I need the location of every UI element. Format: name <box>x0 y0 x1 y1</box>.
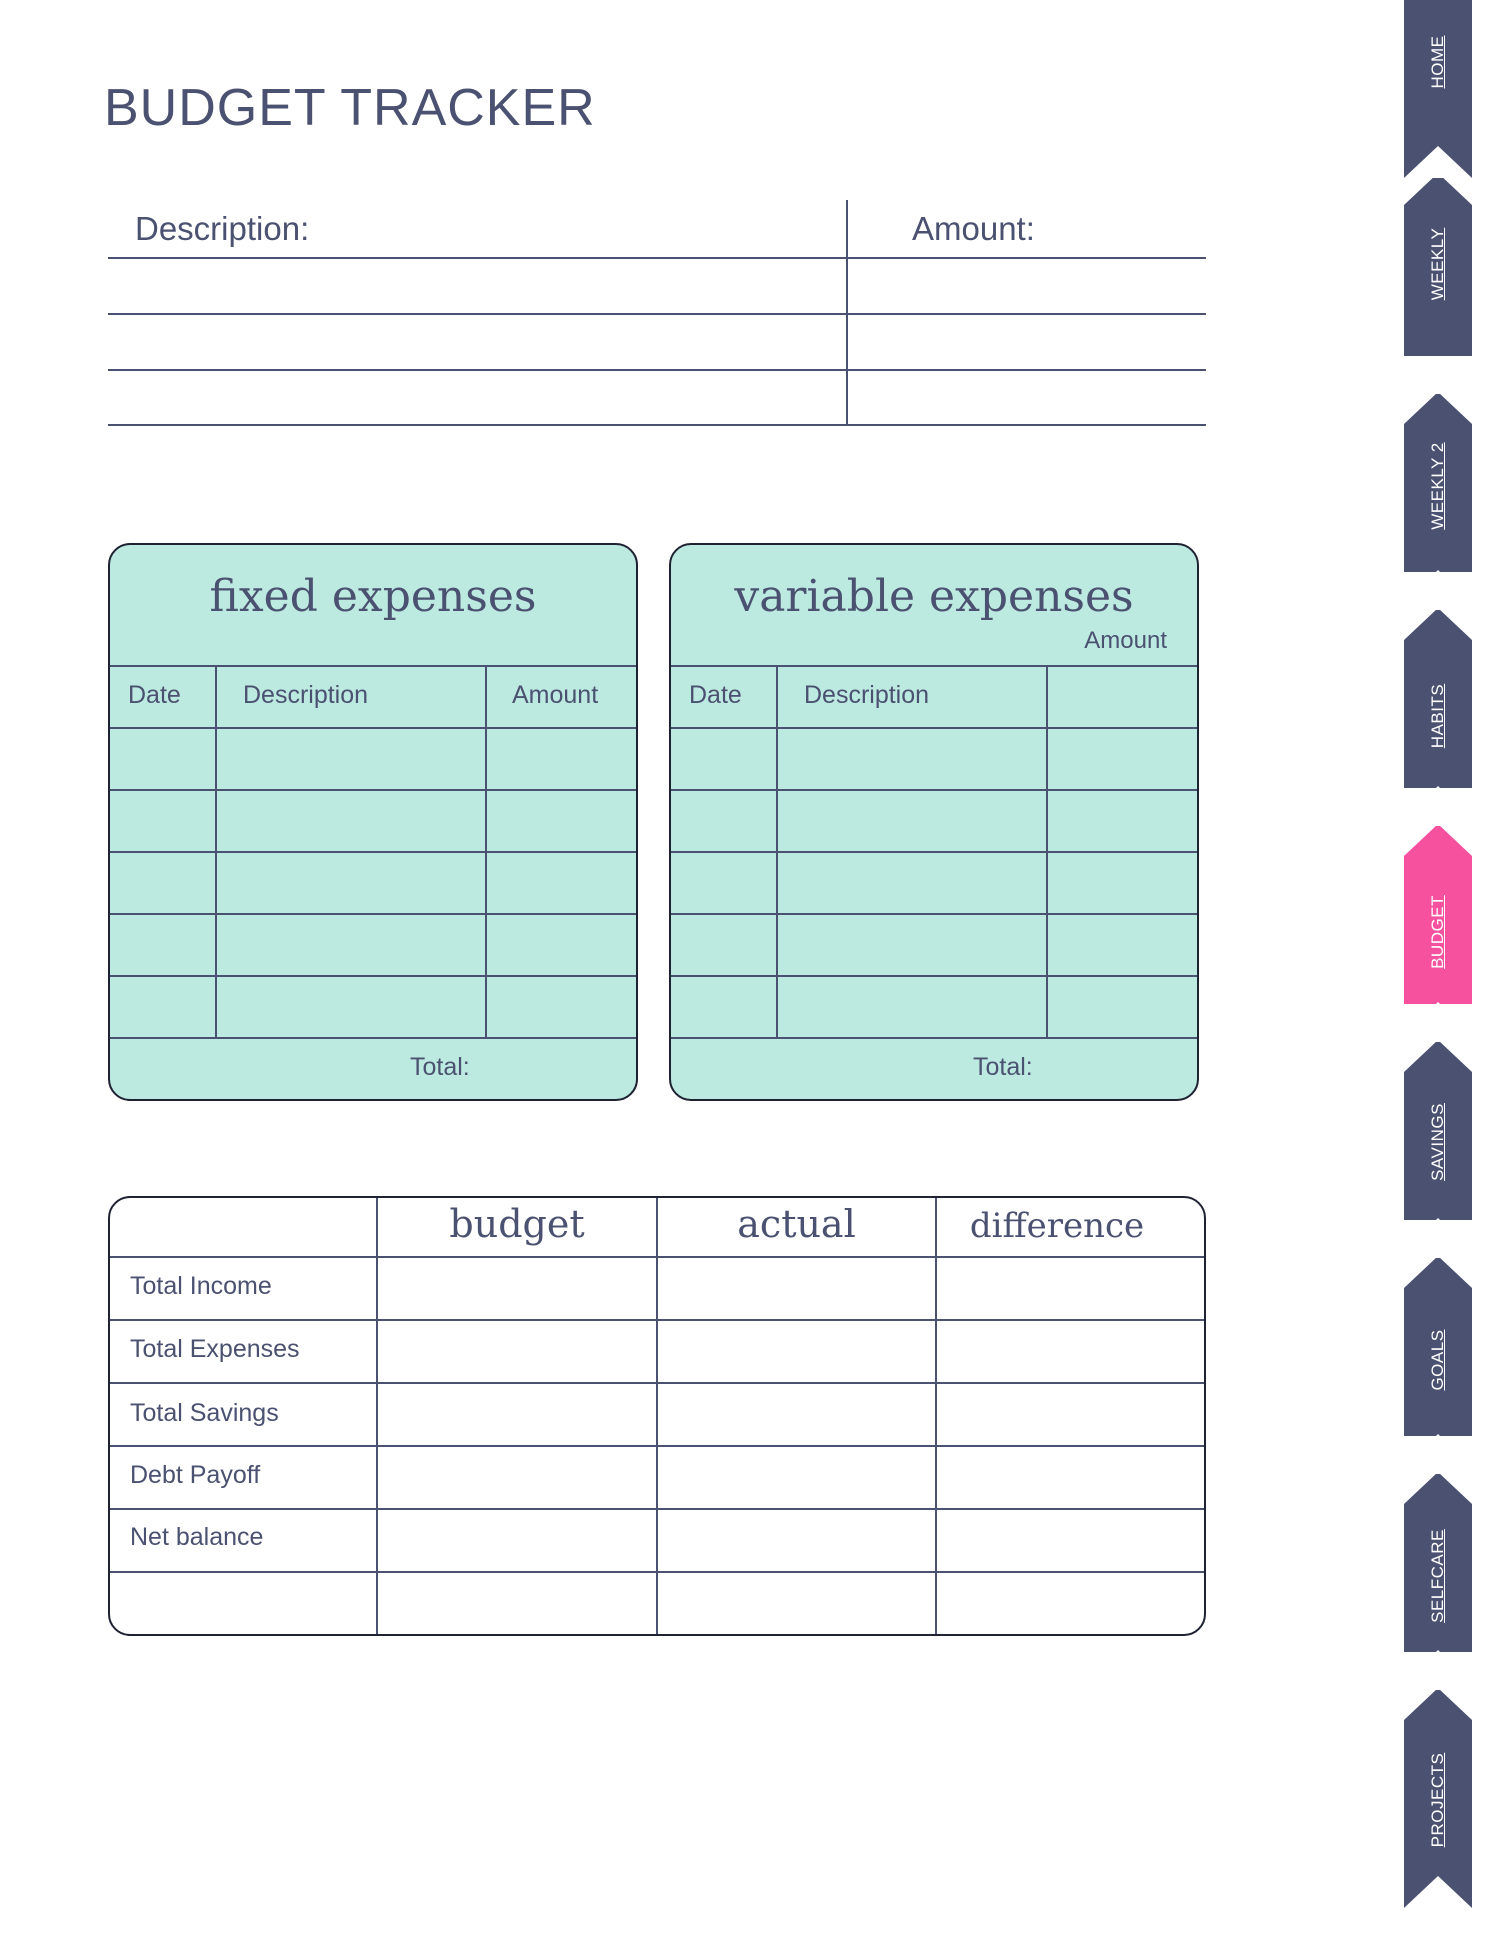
tab-label: HABITS <box>1428 683 1447 749</box>
actual-cell[interactable] <box>658 1447 935 1508</box>
tab-label: WEEKLY <box>1428 227 1447 301</box>
summary-table <box>108 1196 1206 1636</box>
tab-weekly[interactable] <box>1404 178 1472 356</box>
column-header-actual: actual <box>737 1202 856 1246</box>
fixed-expenses-card <box>108 543 638 1101</box>
budget-cell[interactable] <box>378 1258 656 1319</box>
income-amount-field[interactable] <box>848 371 1206 424</box>
amount-header: Amount: <box>912 210 1035 247</box>
tab-label: WEEKLY 2 <box>1428 442 1447 530</box>
actual-cell[interactable] <box>658 1258 935 1319</box>
column-header-date: Date <box>689 681 742 709</box>
tab-goals[interactable] <box>1404 1258 1472 1436</box>
table-row[interactable] <box>671 977 1199 1037</box>
tab-label: SELFCARE <box>1428 1529 1447 1623</box>
tab-label: PROJECTS <box>1428 1752 1447 1848</box>
grid-line <box>671 1037 1197 1039</box>
page-title: BUDGET TRACKER <box>104 79 596 137</box>
row-label-net-balance: Net balance <box>130 1523 264 1551</box>
column-header-description: Description <box>804 681 930 709</box>
income-description-field[interactable] <box>108 371 844 424</box>
table-row[interactable] <box>110 915 638 975</box>
actual-cell[interactable] <box>658 1573 935 1634</box>
difference-cell[interactable] <box>937 1573 1206 1634</box>
table-row[interactable] <box>110 791 638 851</box>
tab-label: BUDGET <box>1428 895 1447 969</box>
table-row[interactable] <box>110 977 638 1037</box>
side-tabs <box>1404 0 1472 1941</box>
table-row[interactable] <box>671 791 1199 851</box>
grid-line <box>671 665 1197 667</box>
tab-label: GOALS <box>1428 1329 1447 1391</box>
variable-expenses-card <box>669 543 1199 1101</box>
actual-cell[interactable] <box>658 1384 935 1445</box>
table-row[interactable] <box>110 729 638 789</box>
tab-budget[interactable] <box>1404 826 1472 1004</box>
amount-note: Amount <box>1084 627 1167 654</box>
grid-line <box>110 665 636 667</box>
row-label-total-income: Total Income <box>130 1272 272 1300</box>
budget-cell[interactable] <box>378 1573 656 1634</box>
difference-cell[interactable] <box>937 1510 1206 1571</box>
income-amount-field[interactable] <box>848 259 1206 313</box>
income-description-field[interactable] <box>108 315 844 369</box>
column-header-budget: budget <box>449 1202 585 1246</box>
column-header-description: Description <box>243 681 369 709</box>
table-row[interactable] <box>671 729 1199 789</box>
variable-expenses-title: variable expenses <box>734 571 1134 622</box>
table-row[interactable] <box>110 853 638 913</box>
row-label-total-expenses: Total Expenses <box>130 1335 300 1363</box>
actual-cell[interactable] <box>658 1321 935 1382</box>
fixed-expenses-title: fixed expenses <box>209 571 537 622</box>
column-header-difference: difference <box>969 1206 1145 1246</box>
total-label: Total: <box>410 1053 470 1081</box>
tab-savings[interactable] <box>1404 1042 1472 1220</box>
column-header-date: Date <box>128 681 181 709</box>
difference-cell[interactable] <box>937 1384 1206 1445</box>
tab-projects[interactable] <box>1404 1690 1472 1910</box>
budget-cell[interactable] <box>378 1447 656 1508</box>
total-label: Total: <box>973 1053 1033 1081</box>
description-header: Description: <box>135 210 310 247</box>
tab-label: HOME <box>1428 35 1447 89</box>
tab-shape-icon <box>1404 0 1472 178</box>
row-label-debt-payoff: Debt Payoff <box>130 1461 261 1489</box>
difference-cell[interactable] <box>937 1447 1206 1508</box>
income-amount-field[interactable] <box>848 315 1206 369</box>
income-description-field[interactable] <box>108 259 844 313</box>
income-rule <box>108 424 1206 426</box>
budget-cell[interactable] <box>378 1321 656 1382</box>
tab-selfcare[interactable] <box>1404 1474 1472 1652</box>
table-row[interactable] <box>671 853 1199 913</box>
tab-weekly-2[interactable] <box>1404 394 1472 572</box>
tab-habits[interactable] <box>1404 610 1472 788</box>
income-table <box>108 200 1206 426</box>
table-row[interactable] <box>671 915 1199 975</box>
tab-label: SAVINGS <box>1428 1103 1447 1181</box>
budget-cell[interactable] <box>378 1510 656 1571</box>
tab-home[interactable] <box>1404 0 1472 178</box>
grid-line <box>110 1037 636 1039</box>
row-label-total-savings: Total Savings <box>130 1399 279 1427</box>
difference-cell[interactable] <box>937 1258 1206 1319</box>
column-header-amount: Amount <box>512 681 599 709</box>
difference-cell[interactable] <box>937 1321 1206 1382</box>
budget-cell[interactable] <box>378 1384 656 1445</box>
actual-cell[interactable] <box>658 1510 935 1571</box>
